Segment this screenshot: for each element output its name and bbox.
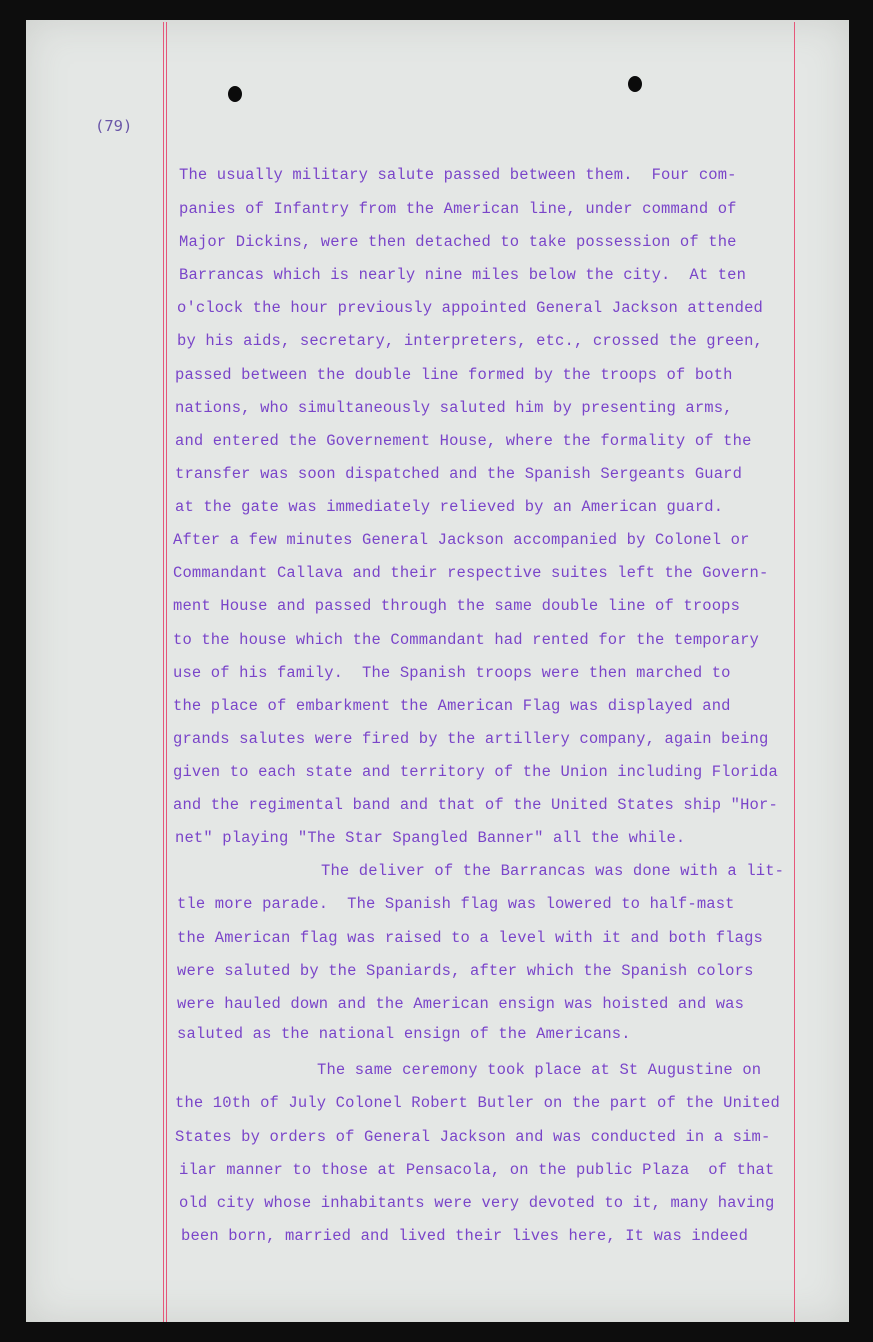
text-line: Barrancas which is nearly nine miles below the city. At ten — [179, 266, 747, 284]
text-line: the place of embarkment the American Flag was displayed and — [173, 697, 731, 715]
text-line: and entered the Governement House, where the formality of the — [175, 432, 752, 450]
text-line: ment House and passed through the same double line of troops — [173, 597, 741, 615]
text-line: at the gate was immediately relieved by an American guard. — [175, 498, 724, 516]
text-line: The usually military salute passed between them. Four com- — [179, 166, 737, 184]
text-line: panies of Infantry from the American line, under command of — [179, 200, 737, 218]
text-line: nations, who simultaneously saluted him by presenting arms, — [175, 399, 733, 417]
text-line: the American flag was raised to a level with it and both flags — [177, 929, 763, 947]
text-line: Major Dickins, were then detached to take possession of the — [179, 233, 737, 251]
text-line: old city whose inhabitants were very devoted to it, many having — [179, 1194, 775, 1212]
text-line: and the regimental band and that of the United States ship "Hor- — [173, 796, 778, 814]
text-line: After a few minutes General Jackson accompanied by Colonel or — [173, 531, 750, 549]
text-line: to the house which the Commandant had rented for the temporary — [173, 631, 759, 649]
text-line: been born, married and lived their lives here, It was indeed — [181, 1227, 749, 1245]
text-line: transfer was soon dispatched and the Spanish Sergeants Guard — [175, 465, 743, 483]
text-line: Commandant Callava and their respective suites left the Govern- — [173, 564, 769, 582]
text-line: The same ceremony took place at St Augustine on — [317, 1061, 762, 1079]
text-line: given to each state and territory of the Union including Florida — [173, 763, 778, 781]
text-line: ilar manner to those at Pensacola, on the public Plaza of that — [179, 1161, 775, 1179]
text-line: passed between the double line formed by the troops of both — [175, 366, 733, 384]
text-line: States by orders of General Jackson and was conducted in a sim- — [175, 1128, 771, 1146]
text-line: were hauled down and the American ensign was hoisted and was — [177, 995, 745, 1013]
text-line: by his aids, secretary, interpreters, etc., crossed the green, — [177, 332, 763, 350]
text-line: o'clock the hour previously appointed General Jackson attended — [177, 299, 763, 317]
text-line: The deliver of the Barrancas was done with a lit- — [321, 862, 785, 880]
page-number: (79) — [95, 117, 133, 135]
text-line: saluted as the national ensign of the Americans. — [177, 1025, 631, 1043]
text-line: the 10th of July Colonel Robert Butler on the part of the United — [175, 1094, 780, 1112]
text-line: use of his family. The Spanish troops were then marched to — [173, 664, 731, 682]
text-line: tle more parade. The Spanish flag was lowered to half-mast — [177, 895, 735, 913]
text-line: were saluted by the Spaniards, after which the Spanish colors — [177, 962, 754, 980]
text-line: grands salutes were fired by the artillery company, again being — [173, 730, 769, 748]
text-line: net" playing "The Star Spangled Banner" all the while. — [175, 829, 686, 847]
